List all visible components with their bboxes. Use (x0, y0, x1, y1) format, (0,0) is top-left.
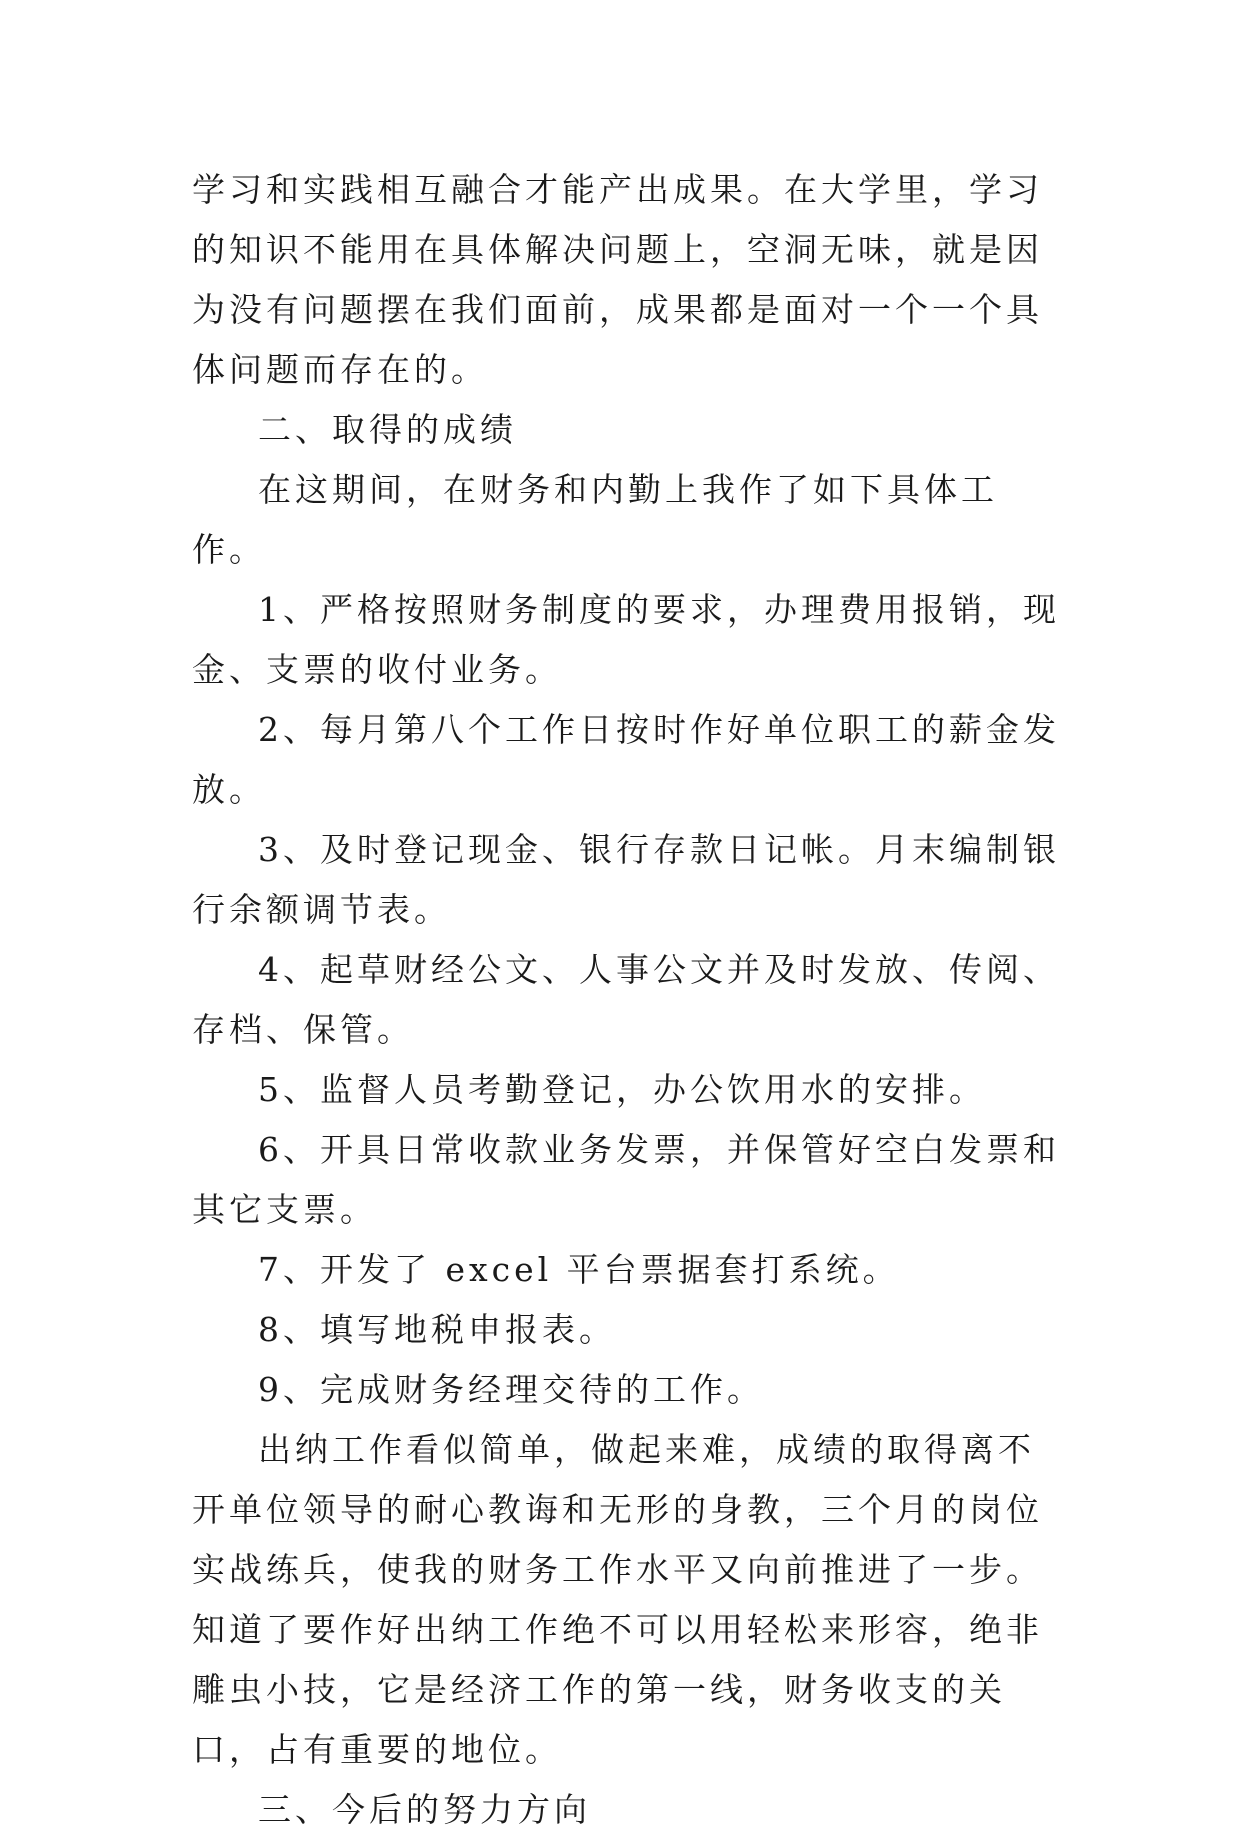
list-item-7: 7、开发了 excel 平台票据套打系统。 (258, 1250, 900, 1289)
list-item-3: 3、及时登记现金、银行存款日记帐。月末编制银行余额调节表。 (192, 830, 1060, 929)
paragraph-reflection: 出纳工作看似简单，做起来难，成绩的取得离不开单位领导的耐心教诲和无形的身教，三个月的岗位实战练兵，使我的财务工作水平又向前推进了一步。知道了要作好出纳工作绝不可以用轻松来形容，绝非雕虫小技，它是经济工作的第一线，财务收支的关口，占有重要的地位。 (192, 1430, 1043, 1769)
section-heading-future-direction: 三、今后的努力方向 (258, 1790, 591, 1829)
list-item-4: 4、起草财经公文、人事公文并及时发放、传阅、存档、保管。 (192, 950, 1060, 1049)
section-heading-achievements: 二、取得的成绩 (258, 410, 517, 449)
list-item-9: 9、完成财务经理交待的工作。 (258, 1370, 764, 1409)
list-item-8: 8、填写地税申报表。 (258, 1310, 616, 1349)
list-item-2: 2、每月第八个工作日按时作好单位职工的薪金发放。 (192, 710, 1060, 809)
list-item-6: 6、开具日常收款业务发票，并保管好空白发票和其它支票。 (192, 1130, 1060, 1229)
document-body (192, 160, 1062, 1840)
paragraph-intro-continuation: 学习和实践相互融合才能产出成果。在大学里，学习的知识不能用在具体解决问题上，空洞无味，就是因为没有问题摆在我们面前，成果都是面对一个一个具体问题而存在的。 (192, 170, 1043, 389)
list-item-1: 1、严格按照财务制度的要求，办理费用报销，现金、支票的收付业务。 (192, 590, 1060, 689)
paragraph-work-summary: 在这期间，在财务和内勤上我作了如下具体工作。 (192, 470, 998, 569)
list-item-5: 5、监督人员考勤登记，办公饮用水的安排。 (258, 1070, 986, 1109)
